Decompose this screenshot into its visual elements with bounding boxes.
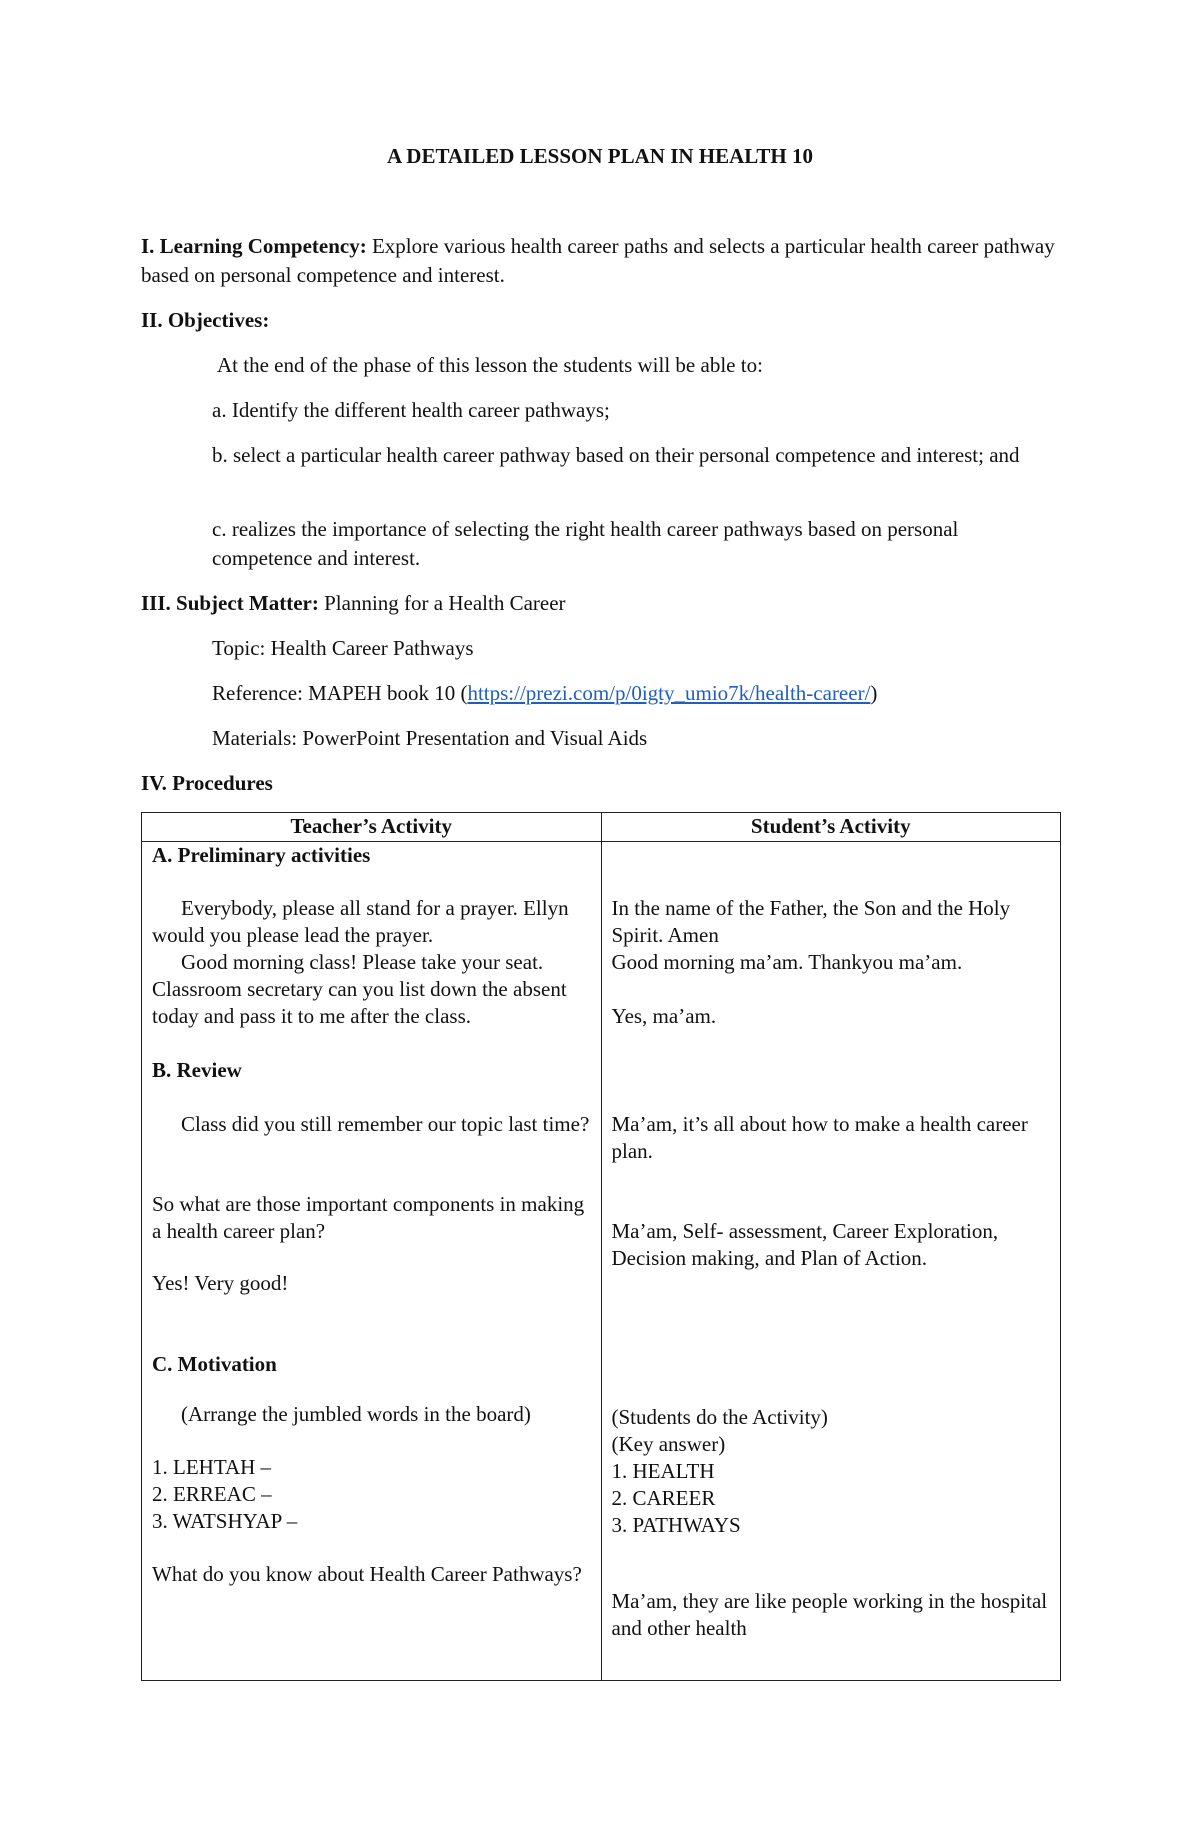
subject-reference [212, 679, 1062, 708]
subject-matter [141, 589, 1061, 618]
teacher-know: What do you know about Health Career Pathways? [152, 1562, 582, 1586]
table-header-row [142, 813, 1061, 842]
student-prayer: In the name of the Father, the Son and the Holy Spirit. Amen [611, 896, 1011, 947]
competency-text: Explore various health career paths and selects a particular health career pathway based on personal competence and interest. [141, 234, 1055, 287]
subject-materials: Materials: PowerPoint Presentation and Visual Aids [212, 726, 648, 750]
student-activity: (Students do the Activity) [611, 1405, 828, 1429]
student-yes: Yes, ma’am. [611, 1004, 717, 1028]
key-answer-2: 2. CAREER [611, 1486, 716, 1510]
jumbled-word-3: 3. WATSHYAP – [152, 1509, 298, 1533]
teacher-prayer: Everybody, please all stand for a prayer. Ellyn would you please lead the prayer. [152, 896, 569, 947]
key-answer-label: (Key answer) [611, 1432, 726, 1456]
teacher-activity-cell [142, 842, 602, 1681]
teacher-good: Yes! Very good! [152, 1271, 289, 1295]
objectives-intro: At the end of the phase of this lesson the students will be able to: [217, 353, 763, 377]
procedures-table [141, 812, 1061, 1681]
subject-topic: Topic: Health Career Pathways [212, 636, 474, 660]
teacher-activity-header: Teacher’s Activity [142, 813, 602, 842]
procedures-heading: IV. Procedures [141, 771, 273, 795]
student-activity-cell [601, 842, 1061, 1681]
reference-suffix: ) [870, 681, 878, 705]
key-answer-1: 1. HEALTH [611, 1459, 715, 1483]
objective-a: a. Identify the different health career pathways; [212, 398, 610, 422]
jumbled-word-1: 1. LEHTAH – [152, 1455, 272, 1479]
objectives-heading: II. Objectives: [141, 308, 270, 332]
teacher-arrange: (Arrange the jumbled words in the board) [181, 1402, 531, 1426]
reference-link[interactable]: https://prezi.com/p/0igty_umio7k/health-career/ [467, 681, 871, 705]
student-activity-header: Student’s Activity [601, 813, 1061, 842]
teacher-greeting: Good morning class! Please take your seat. Classroom secretary can you list down the absent today and pass it to me after the class. [152, 950, 567, 1028]
teacher-remember: Class did you still remember our topic last time? [181, 1112, 590, 1136]
subject-text: Planning for a Health Career [318, 591, 566, 615]
preliminary-heading: A. Preliminary activities [152, 843, 371, 867]
student-components: Ma’am, Self- assessment, Career Exploration, Decision making, and Plan of Action. [611, 1219, 999, 1270]
student-review: Ma’am, it’s all about how to make a health career plan. [611, 1112, 1028, 1163]
motivation-heading: C. Motivation [152, 1352, 277, 1376]
competency-label: I. Learning Competency: [141, 234, 367, 258]
objective-c: c. realizes the importance of selecting the right health career pathways based on personal competence and interest. [212, 517, 959, 570]
document-title: A DETAILED LESSON PLAN IN HEALTH 10 [387, 144, 813, 168]
objective-b: b. select a particular health career pathway based on their personal competence and interest; and [212, 443, 1020, 467]
reference-prefix: Reference: MAPEH book 10 ( [212, 681, 468, 705]
subject-label: III. Subject Matter: [141, 591, 319, 615]
review-heading: B. Review [152, 1058, 242, 1082]
jumbled-word-2: 2. ERREAC – [152, 1482, 272, 1506]
teacher-components: So what are those important components in making a health career plan? [152, 1192, 585, 1243]
learning-competency [141, 232, 1061, 290]
key-answer-3: 3. PATHWAYS [611, 1513, 741, 1537]
student-answer: Ma’am, they are like people working in the hospital and other health [611, 1589, 1048, 1640]
table-row [142, 842, 1061, 1681]
student-greeting: Good morning ma’am. Thankyou ma’am. [611, 950, 963, 974]
